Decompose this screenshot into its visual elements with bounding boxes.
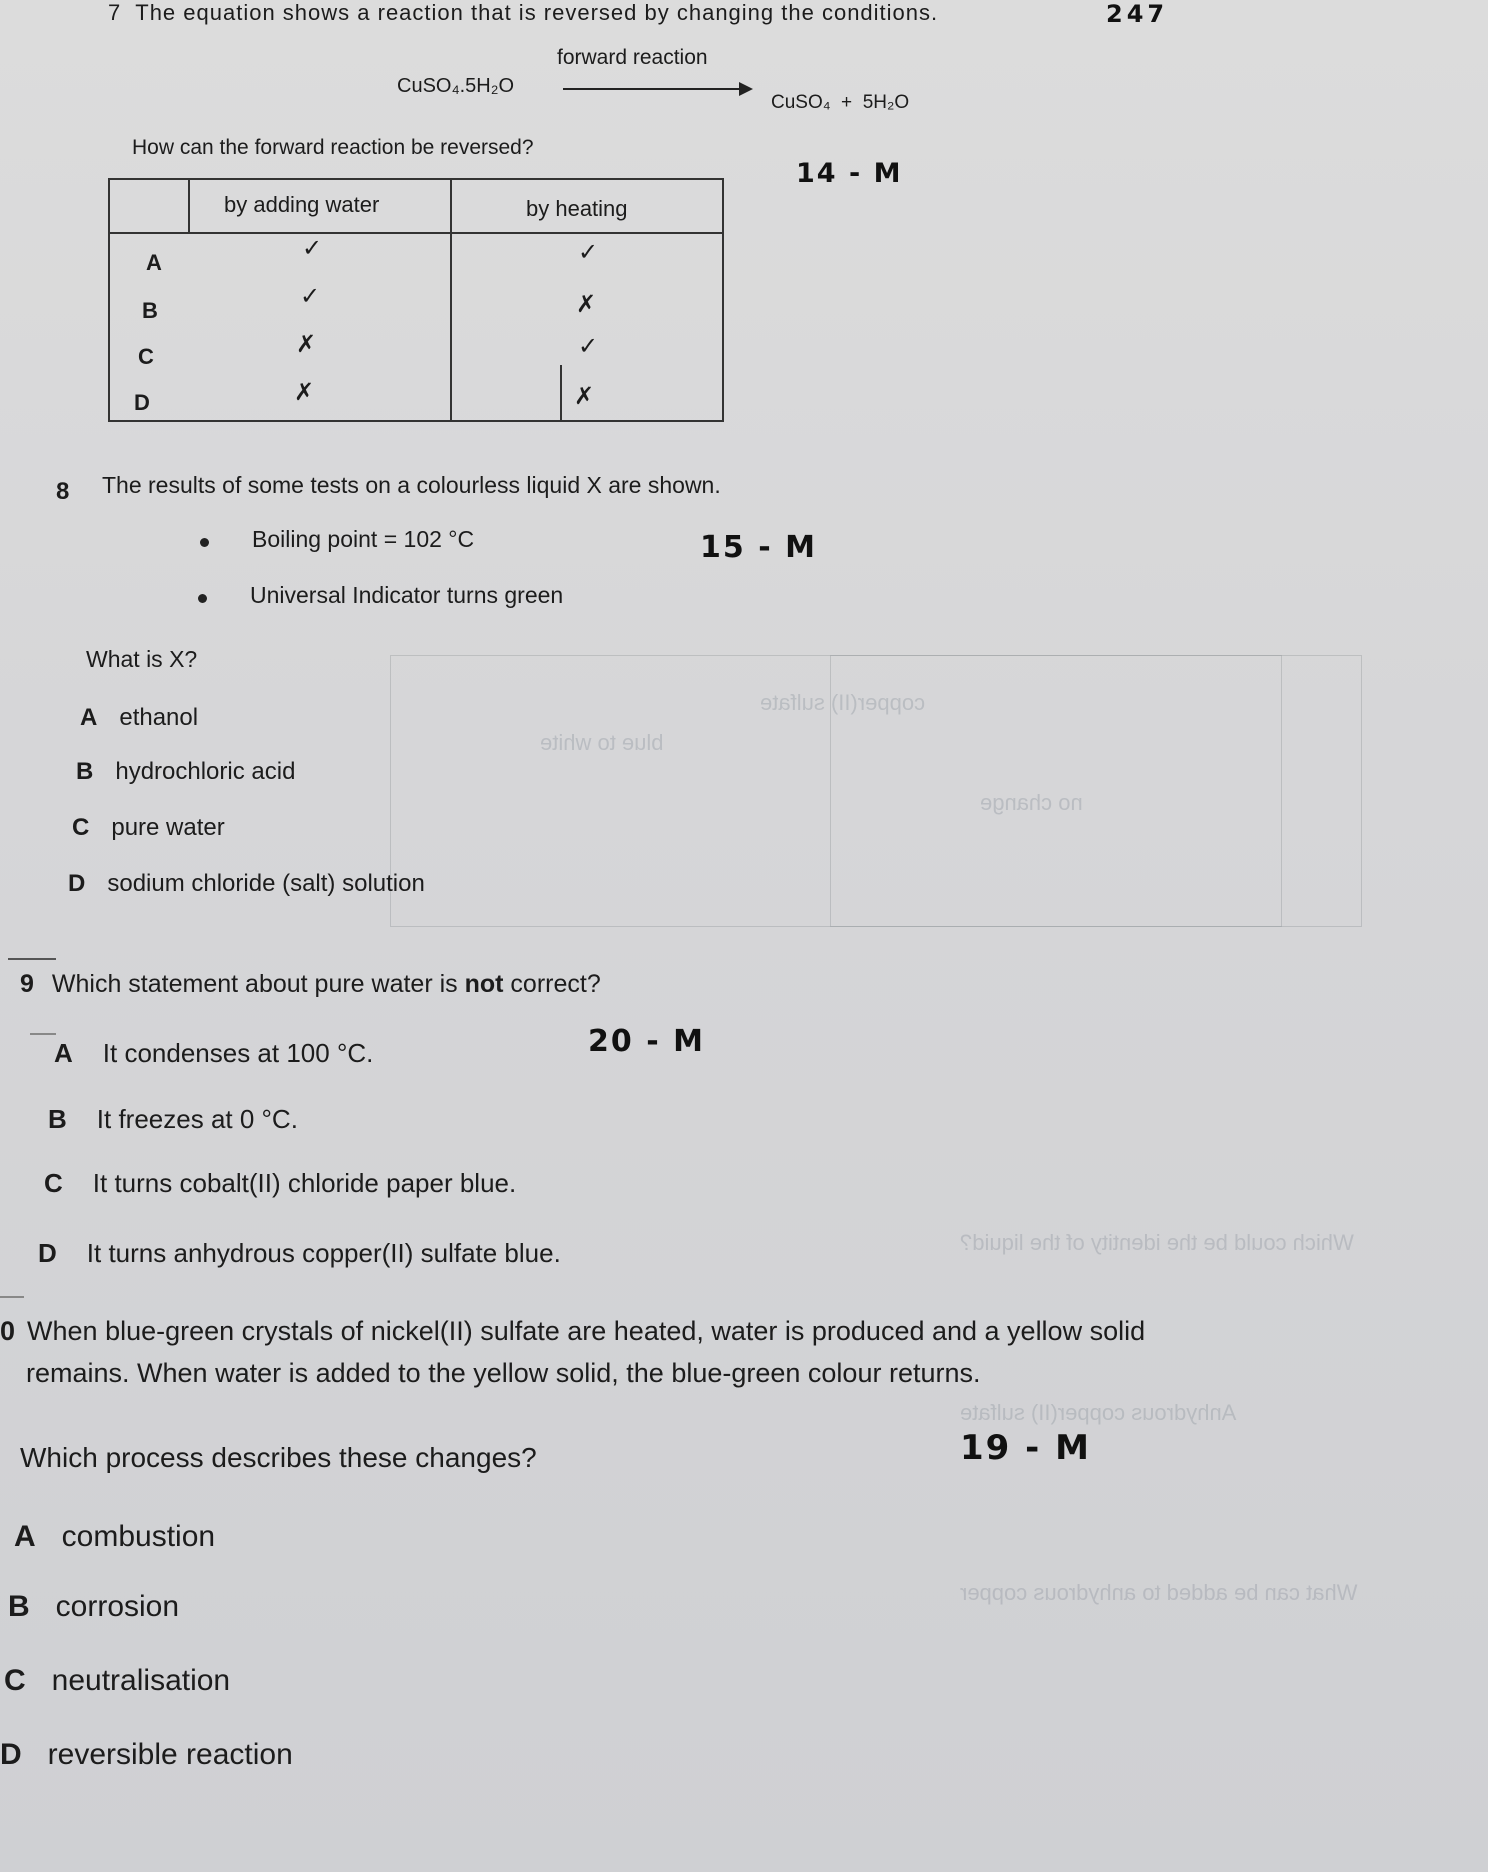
q9-stem-after: correct? bbox=[503, 970, 601, 998]
table-divider bbox=[110, 232, 722, 234]
q9-option-c bbox=[44, 1168, 516, 1199]
q8-bullet-boiling-point: Boiling point = 102 °C bbox=[252, 526, 475, 552]
option-text: pure water bbox=[111, 814, 225, 841]
option-text: ethanol bbox=[119, 704, 199, 731]
q7-handwritten-note: 14 - M bbox=[796, 158, 903, 189]
q10-option-b bbox=[8, 1590, 179, 1624]
option-text: It turns anhydrous copper(II) sulfate blue. bbox=[86, 1238, 561, 1268]
option-letter: D bbox=[68, 870, 86, 897]
option-letter: C bbox=[44, 1168, 63, 1198]
q8-option-d bbox=[68, 870, 425, 898]
option-letter: D bbox=[0, 1738, 22, 1771]
table-row-option: D bbox=[134, 390, 150, 415]
q10-stem-line2: remains. When water is added to the yellow solid, the blue-green colour returns. bbox=[26, 1358, 981, 1388]
q8-option-b bbox=[76, 758, 295, 786]
q9-option-a bbox=[54, 1038, 373, 1069]
q7-stem-text: The equation shows a reaction that is reversed by changing the conditions. bbox=[135, 0, 939, 25]
option-letter: D bbox=[38, 1238, 57, 1268]
table-divider bbox=[450, 180, 452, 420]
show-through-text: no change bbox=[980, 790, 1083, 815]
q10-option-c bbox=[4, 1664, 230, 1698]
option-text: corrosion bbox=[55, 1590, 180, 1623]
q10-option-a bbox=[14, 1520, 215, 1554]
q7-arrow-label: forward reaction bbox=[557, 46, 708, 69]
arrow-line bbox=[563, 88, 741, 90]
option-text: It freezes at 0 °C. bbox=[96, 1104, 298, 1134]
cross-icon: ✗ bbox=[294, 379, 315, 406]
cross-icon: ✗ bbox=[296, 331, 317, 358]
option-letter: B bbox=[76, 758, 94, 785]
option-text: reversible reaction bbox=[47, 1738, 293, 1771]
table-row-option: A bbox=[146, 250, 162, 275]
bullet-icon bbox=[198, 594, 207, 603]
option-letter: A bbox=[80, 704, 98, 731]
q7-answer-table bbox=[108, 178, 724, 422]
option-text: neutralisation bbox=[51, 1664, 231, 1697]
q9-stem bbox=[20, 970, 601, 999]
bullet-icon bbox=[200, 538, 209, 547]
arrow-head-icon bbox=[739, 82, 753, 96]
show-through-text: Which could be the identity of the liquid? bbox=[960, 1230, 1354, 1255]
q8-stem: The results of some tests on a colourless liquid X are shown. bbox=[102, 472, 721, 498]
q7-product: CuSO₄ + 5H₂O bbox=[771, 92, 910, 113]
question-separator bbox=[8, 958, 56, 960]
option-text: It condenses at 100 °C. bbox=[102, 1038, 374, 1068]
option-text: combustion bbox=[61, 1520, 216, 1553]
q9-stem-before: Which statement about pure water is bbox=[51, 970, 465, 998]
table-divider bbox=[188, 180, 190, 232]
q10-handwritten-note: 19 - M bbox=[960, 1428, 1091, 1468]
option-letter: C bbox=[4, 1664, 26, 1697]
question-separator bbox=[30, 1033, 56, 1035]
q10-stem-line1 bbox=[0, 1316, 1145, 1347]
q9-option-b bbox=[48, 1104, 298, 1135]
show-through-text: Anhydrous copper(II) sulfate bbox=[960, 1400, 1237, 1425]
show-through-text: copper(II) sulfate bbox=[760, 690, 926, 715]
q7-reaction-arrow bbox=[563, 82, 753, 96]
check-icon: ✓ bbox=[578, 333, 599, 360]
table-header-heating: by heating bbox=[526, 196, 628, 221]
table-header-adding-water: by adding water bbox=[224, 192, 380, 217]
option-letter: B bbox=[48, 1104, 67, 1134]
option-letter: A bbox=[54, 1038, 73, 1068]
cross-icon: ✗ bbox=[576, 291, 597, 318]
q9-option-d bbox=[38, 1238, 561, 1269]
option-text: It turns cobalt(II) chloride paper blue. bbox=[92, 1168, 517, 1198]
check-icon: ✓ bbox=[302, 235, 323, 262]
check-icon: ✓ bbox=[300, 283, 321, 310]
q9-handwritten-note: 20 - M bbox=[588, 1024, 705, 1059]
option-letter: C bbox=[72, 814, 90, 841]
q7-question: How can the forward reaction be reversed? bbox=[132, 136, 534, 159]
q8-option-c bbox=[72, 814, 225, 842]
option-text: sodium chloride (salt) solution bbox=[107, 870, 425, 897]
check-icon: ✓ bbox=[578, 239, 599, 266]
q8-option-a bbox=[80, 704, 198, 732]
q7-reactant: CuSO₄.5H₂O bbox=[397, 75, 515, 97]
question-separator bbox=[0, 1296, 24, 1298]
q10-option-d bbox=[0, 1738, 293, 1772]
q8-handwritten-note: 15 - M bbox=[700, 530, 817, 565]
show-through-text: What can be added to anhydrous copper bbox=[960, 1580, 1358, 1605]
q9-stem-emphasis: not bbox=[464, 970, 504, 998]
table-row-option: B bbox=[142, 298, 158, 323]
q8-bullet-indicator: Universal Indicator turns green bbox=[250, 582, 564, 608]
q10-number: 0 bbox=[0, 1316, 16, 1346]
q10-stem-line1-text: When blue-green crystals of nickel(II) sulfate are heated, water is produced and a yellow solid bbox=[27, 1316, 1146, 1346]
q8-number: 8 bbox=[56, 478, 70, 505]
show-through-text: blue to white bbox=[540, 730, 664, 755]
cross-icon: ✗ bbox=[574, 383, 595, 410]
option-text: hydrochloric acid bbox=[115, 758, 296, 785]
q8-question: What is X? bbox=[86, 646, 198, 672]
table-row-option: C bbox=[138, 344, 154, 369]
table-divider bbox=[560, 365, 562, 420]
option-letter: A bbox=[14, 1520, 36, 1553]
option-letter: B bbox=[8, 1590, 30, 1623]
q10-question: Which process describes these changes? bbox=[20, 1442, 537, 1473]
q7-stem bbox=[108, 0, 938, 26]
page-number: 247 bbox=[1106, 0, 1169, 28]
q9-number: 9 bbox=[20, 970, 34, 998]
q7-number: 7 bbox=[108, 0, 122, 25]
